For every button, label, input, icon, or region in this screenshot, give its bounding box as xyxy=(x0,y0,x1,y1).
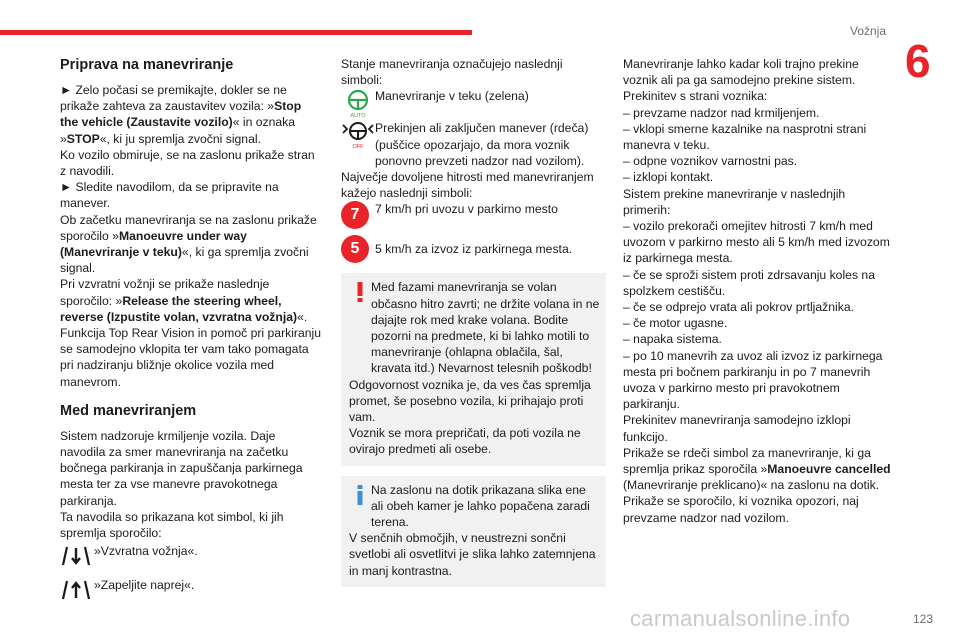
column-right xyxy=(623,56,893,526)
forward-instruction-row xyxy=(60,577,322,605)
paragraph: Največje dovoljene hitrosti med manevriranjem kažejo naslednji simboli: xyxy=(341,170,594,201)
paragraph: Ob začetku manevriranja se na zaslonu prikaže sporočilo »Manoeuvre under way (Manevriranje v teku)«, ki ga spremlja zvočni signal. xyxy=(60,212,317,276)
status-auto-text: Manevriranje v teku (zelena) xyxy=(375,89,529,104)
svg-text:OFF: OFF xyxy=(352,144,364,151)
speed-limit-7-row xyxy=(341,201,606,229)
reverse-arrow-icon xyxy=(60,543,94,571)
paragraph: Prekinitev s strani voznika: xyxy=(623,89,768,104)
steering-wheel-off-icon xyxy=(341,120,375,151)
list-item: – po 10 manevrih za uvoz ali izvoz iz parkirnega mesta pri bočnem parkiranju in po 7 manevrih uvoza v parkirno mesto pri pravokotnem parkiranju. xyxy=(623,348,883,412)
speed-badge-7: 7 xyxy=(341,201,369,229)
list-item: – odpne voznikov varnostni pas. xyxy=(623,154,798,169)
heading-during-maneuver: Med manevriranjem xyxy=(60,402,197,419)
reverse-instruction-text: »Vzvratna vožnja«. xyxy=(94,544,198,559)
list-item: – vklopi smerne kazalnike na nasprotni strani manevra v teku. xyxy=(623,121,867,153)
chapter-number: 6 xyxy=(905,35,931,87)
info-note xyxy=(341,476,606,587)
paragraph: ► Zelo počasi se premikajte, dokler se ne prikaže zahteva za zaustavitev vozila: »Stop the vehicle (Zaustavite vozilo)« in oznaka »STOP«, ki ju spremlja zvočni signal. xyxy=(60,83,302,146)
speed-badge-5: 5 xyxy=(341,235,369,263)
paragraph: Ta navodila so prikazana kot simbol, ki jih spremlja sporočilo: xyxy=(60,509,284,541)
info-icon xyxy=(349,482,371,531)
info-text-2: V senčnih območjih, v neustrezni sončni svetlobi ali osvetlitvi je slika lahko zatemnjena in manj kontrastna. xyxy=(349,531,596,578)
warning-text-2: Odgovornost voznika je, da ves čas spremlja promet, še posebno vozila, ki prihajajo proti vam. xyxy=(349,377,591,425)
column-middle xyxy=(341,56,606,587)
column-left xyxy=(60,56,322,605)
list-item: – če se sproži sistem proti zdrsavanju koles na spolzkem cestišču. xyxy=(623,267,875,298)
speed-limit-5-text: 5 km/h za izvoz iz parkirnega mesta. xyxy=(375,242,573,257)
info-text-1: Na zaslonu na dotik prikazana slika ene ali obeh kamer je lahko popačena zaradi terena. xyxy=(371,482,590,530)
warning-note xyxy=(341,273,606,465)
paragraph: Sistem prekine manevriranje v naslednjih primerih: xyxy=(623,186,846,217)
paragraph: Stanje manevriranja označujejo naslednji simboli: xyxy=(341,57,563,88)
forward-instruction-text: »Zapeljite naprej«. xyxy=(94,578,195,593)
paragraph: Sistem nadzoruje krmiljenje vozila. Daje navodila za smer manevriranja na začetku bočnega parkiranja in zapuščanja parkirnega mesta ter za vse manevre pravokotnega parkiranja. xyxy=(60,428,303,508)
paragraph: Pri vzvratni vožnji se prikaže naslednje sporočilo: »Release the steering wheel, reverse (Izpustite volan, vzvratna vožnja)«. xyxy=(60,277,308,324)
section-title: Vožnja xyxy=(850,24,887,38)
speed-limit-7-text: 7 km/h pri uvozu v parkirno mesto xyxy=(375,202,558,217)
paragraph: Funkcija Top Rear Vision in pomoč pri parkiranju se samodejno vklopita ter vam tako pomagata pri nadziranju bližnje okolice vozila med manevrom. xyxy=(60,326,322,389)
paragraph: Prekinitev manevriranja samodejno izklopi funkcijo. xyxy=(623,413,851,444)
list-item: – vozilo prekorači omejitev hitrosti 7 km/h med uvozom v parkirno mesto ali 5 km/h med izvozom iz parkirnega mesta. xyxy=(623,219,890,266)
paragraph: Ko vozilo obmiruje, se na zaslonu prikaže stran z navodili. xyxy=(60,147,315,179)
paragraph: ► Sledite navodilom, da se pripravite na manever. xyxy=(60,180,279,211)
forward-arrow-icon xyxy=(60,577,94,605)
steering-wheel-auto-icon xyxy=(341,88,375,119)
list-item: – napaka sistema. xyxy=(623,332,722,347)
reverse-instruction-row xyxy=(60,543,322,571)
watermark: carmanualsonline.info xyxy=(630,606,851,631)
list-item: – če motor ugasne. xyxy=(623,316,728,331)
status-off-row xyxy=(341,120,606,169)
warning-text-3: Voznik se mora prepričati, da poti vozila ne ovirajo predmeti ali osebe. xyxy=(349,426,581,457)
warning-text-1: Med fazami manevriranja se volan občasno hitro zavrti; ne držite volana in ne dajajte rok med krake volana. Bodite pozorni na predmete, ki bi lahko motili to manevriranje (ohlapna oblačila, šal, kravata itd.) Nevarnost telesnih poškodb! xyxy=(371,280,600,376)
status-off-text: Prekinjen ali zaključen manever (rdeča) (puščice opozarjajo, da mora voznik ponovno prevzeti nadzor nad vozilom). xyxy=(375,121,589,168)
header-accent-bar xyxy=(0,30,472,35)
svg-text:AUTO: AUTO xyxy=(350,113,366,119)
list-item: – prevzame nadzor nad krmiljenjem. xyxy=(623,105,820,120)
page-number: 123 xyxy=(913,612,934,626)
paragraph: Manevriranje lahko kadar koli trajno prekine voznik ali pa ga samodejno prekine sistem. xyxy=(623,57,859,88)
paragraph: Prikaže se rdeči simbol za manevriranje, ki ga spremlja prikaz sporočila »Manoeuvre cancelled (Manevriranje preklicano)« na zaslonu na dotik. xyxy=(623,445,891,493)
list-item: – izklopi kontakt. xyxy=(623,170,714,185)
paragraph: Prikaže se sporočilo, ki voznika opozori, naj prevzame nadzor nad vozilom. xyxy=(623,494,859,525)
heading-preparation: Priprava na manevriranje xyxy=(60,57,234,73)
warning-exclamation-icon xyxy=(349,279,371,376)
speed-limit-5-row xyxy=(341,235,606,263)
list-item: – če se odprejo vrata ali pokrov prtljažnika. xyxy=(623,300,855,315)
status-auto-row xyxy=(341,88,606,119)
